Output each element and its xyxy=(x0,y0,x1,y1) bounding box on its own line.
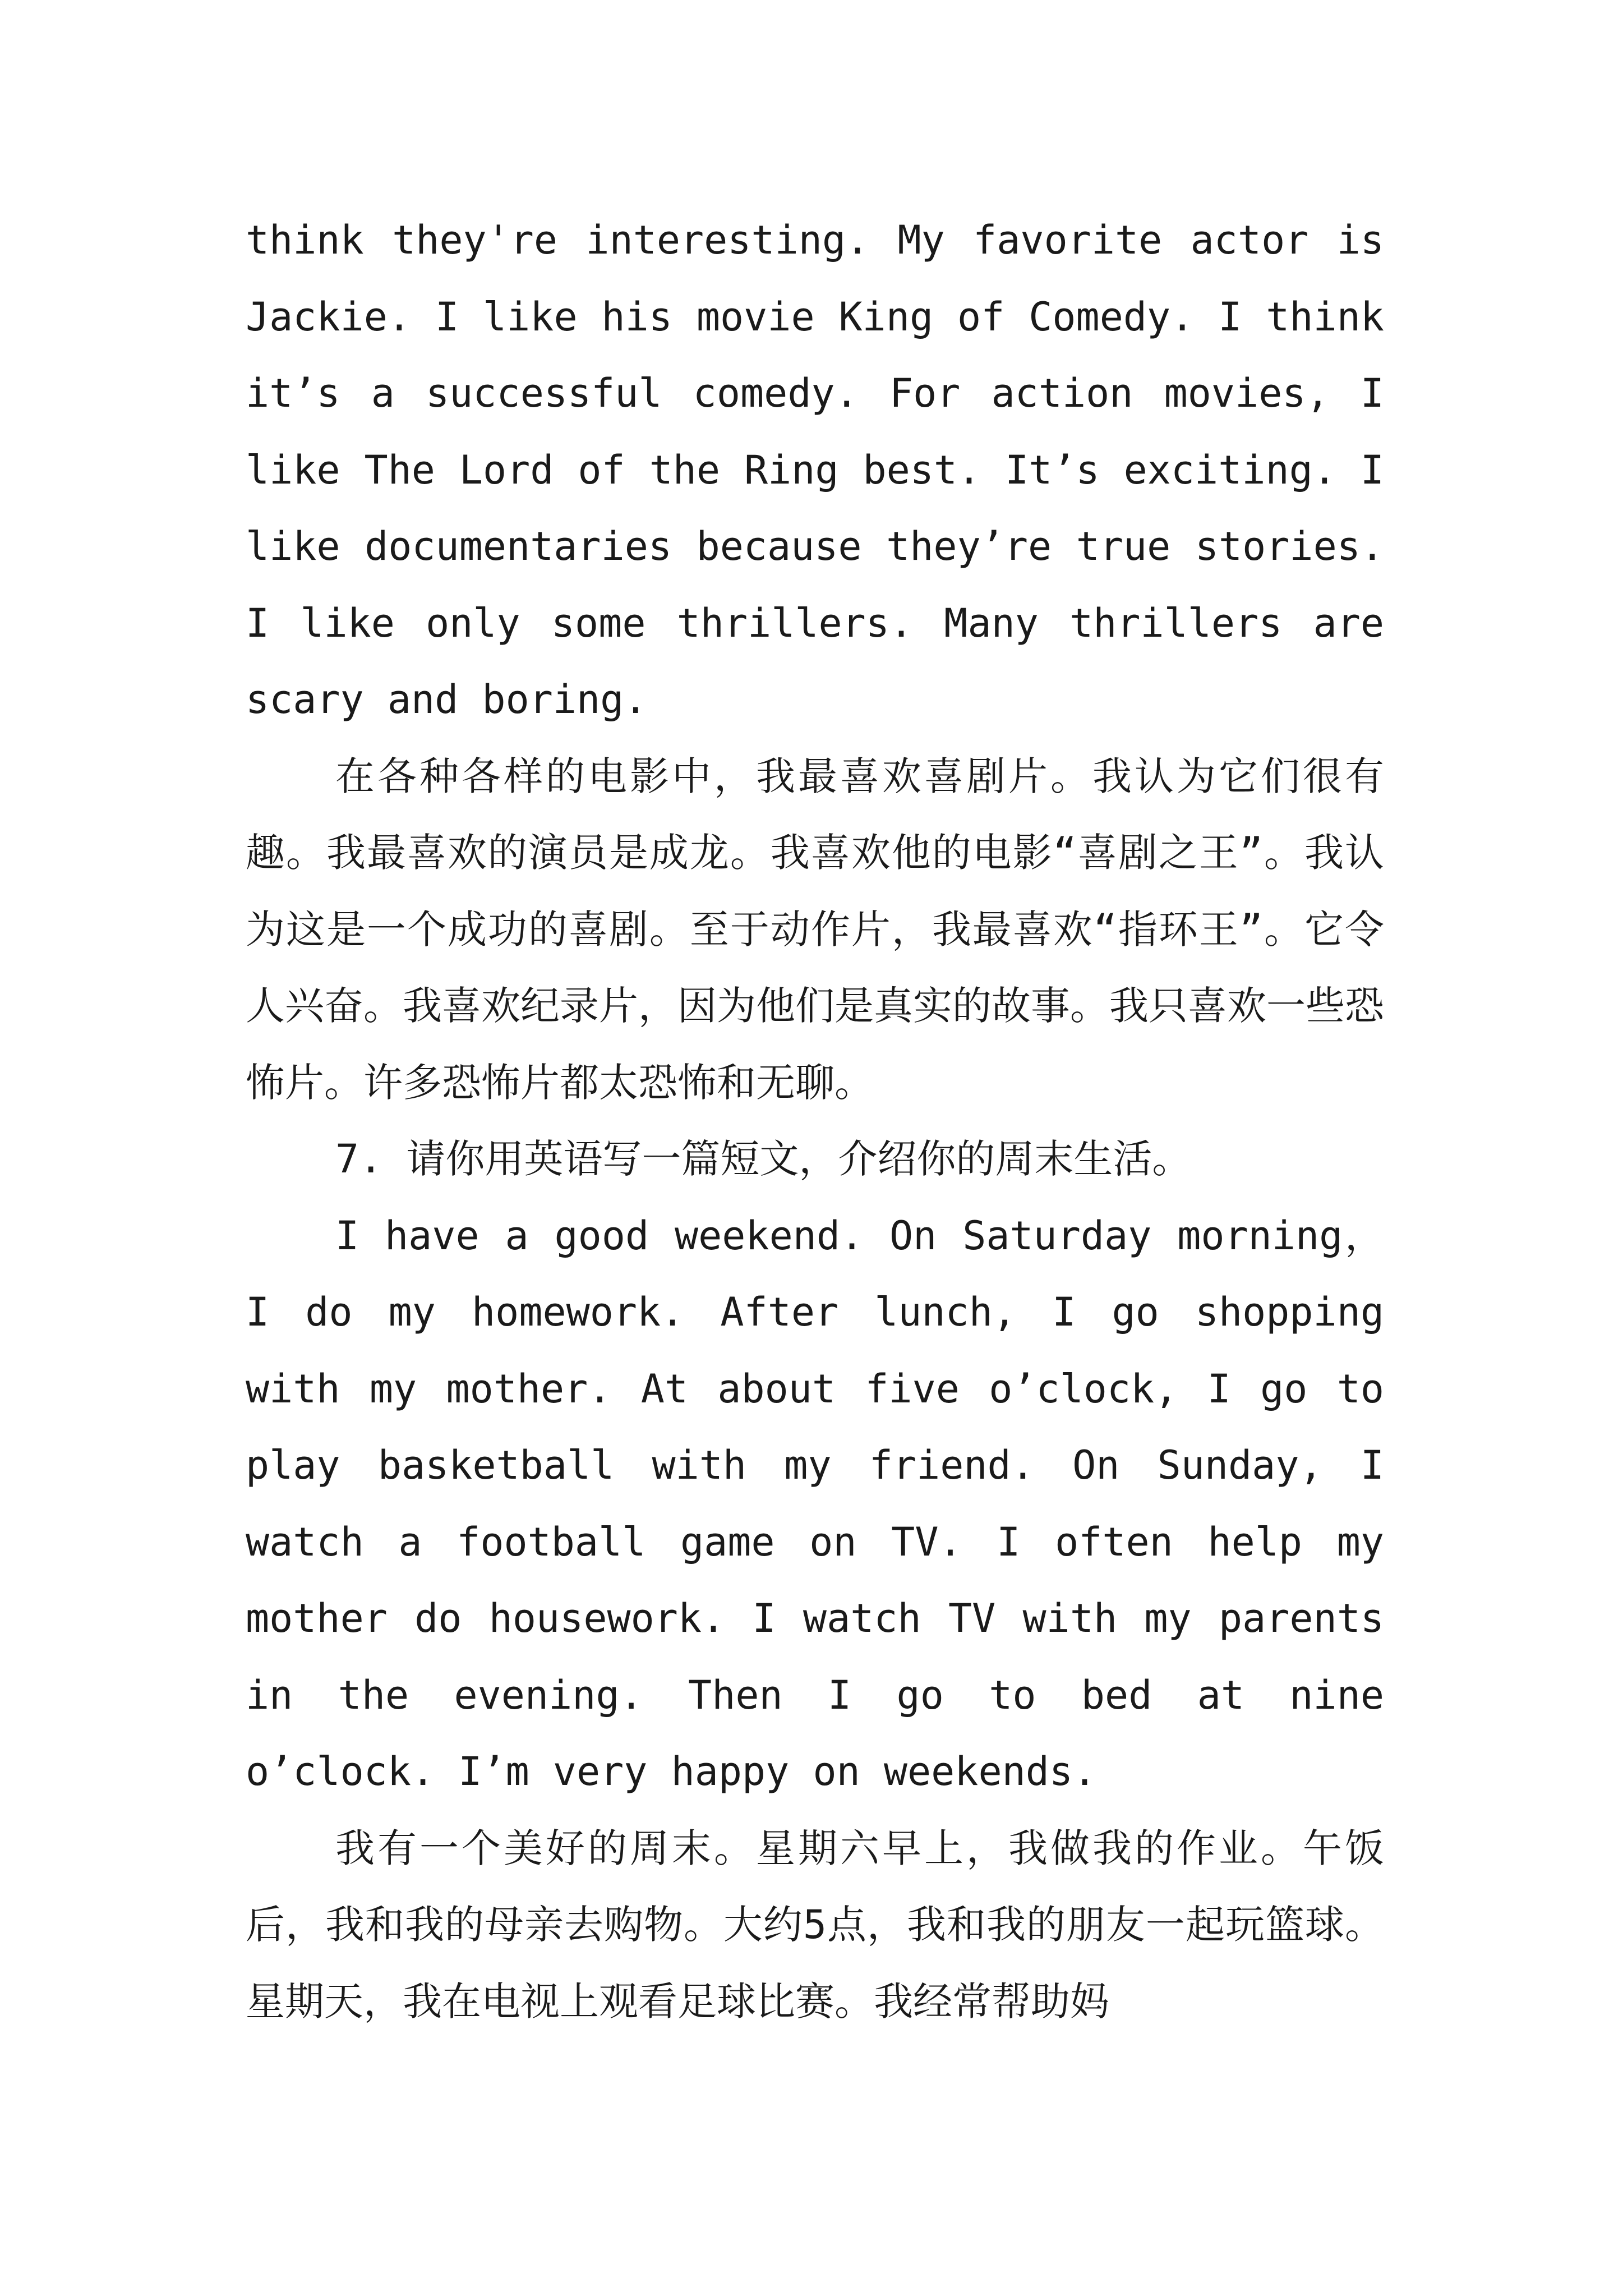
paragraph-weekend-essay-chinese: 我有一个美好的周末。星期六早上，我做我的作业。午饭后，我和我的母亲去购物。大约5点，我和我的朋友一起玩篮球。星期天，我在电视上观看足球比赛。我经常帮助妈 xyxy=(246,1825,1384,2024)
question-7-prompt: 7. 请你用英语写一篇短文，介绍你的周末生活。 xyxy=(335,1136,1192,1182)
paragraph-movie-essay-chinese: 在各种各样的电影中，我最喜欢喜剧片。我认为它们很有趣。我最喜欢的演员是成龙。我喜欢他的电影“喜剧之王”。我认为这是一个成功的喜剧。至于动作片，我最喜欢“指环王”。它令人兴奋。我喜欢纪录片，因为他们是真实的故事。我只喜欢一些恐怖片。许多恐怖片都太恐怖和无聊。 xyxy=(246,753,1384,1106)
paragraph-weekend-essay-english: I have a good weekend. On Saturday morning，I do my homework. After lunch, I go shopping with my mother. At about five o’clock, I go to play basketball with my friend. On Sunday, I watch a football game on TV. I often help my mother do housework. I watch TV with my parents in the evening. Then I go to bed at nine o’clock. I’m very happy on weekends. xyxy=(246,1212,1384,1795)
document-body xyxy=(246,202,1384,2040)
paragraph-movie-essay-english: think they're interesting. My favorite actor is Jackie. I like his movie King of Comedy. I think it’s a successful comedy. For action movies, I like The Lord of the Ring best. It’s exciting. I like documentaries because they’re true stories. I like only some thrillers. Many thrillers are scary and boring. xyxy=(246,217,1384,723)
